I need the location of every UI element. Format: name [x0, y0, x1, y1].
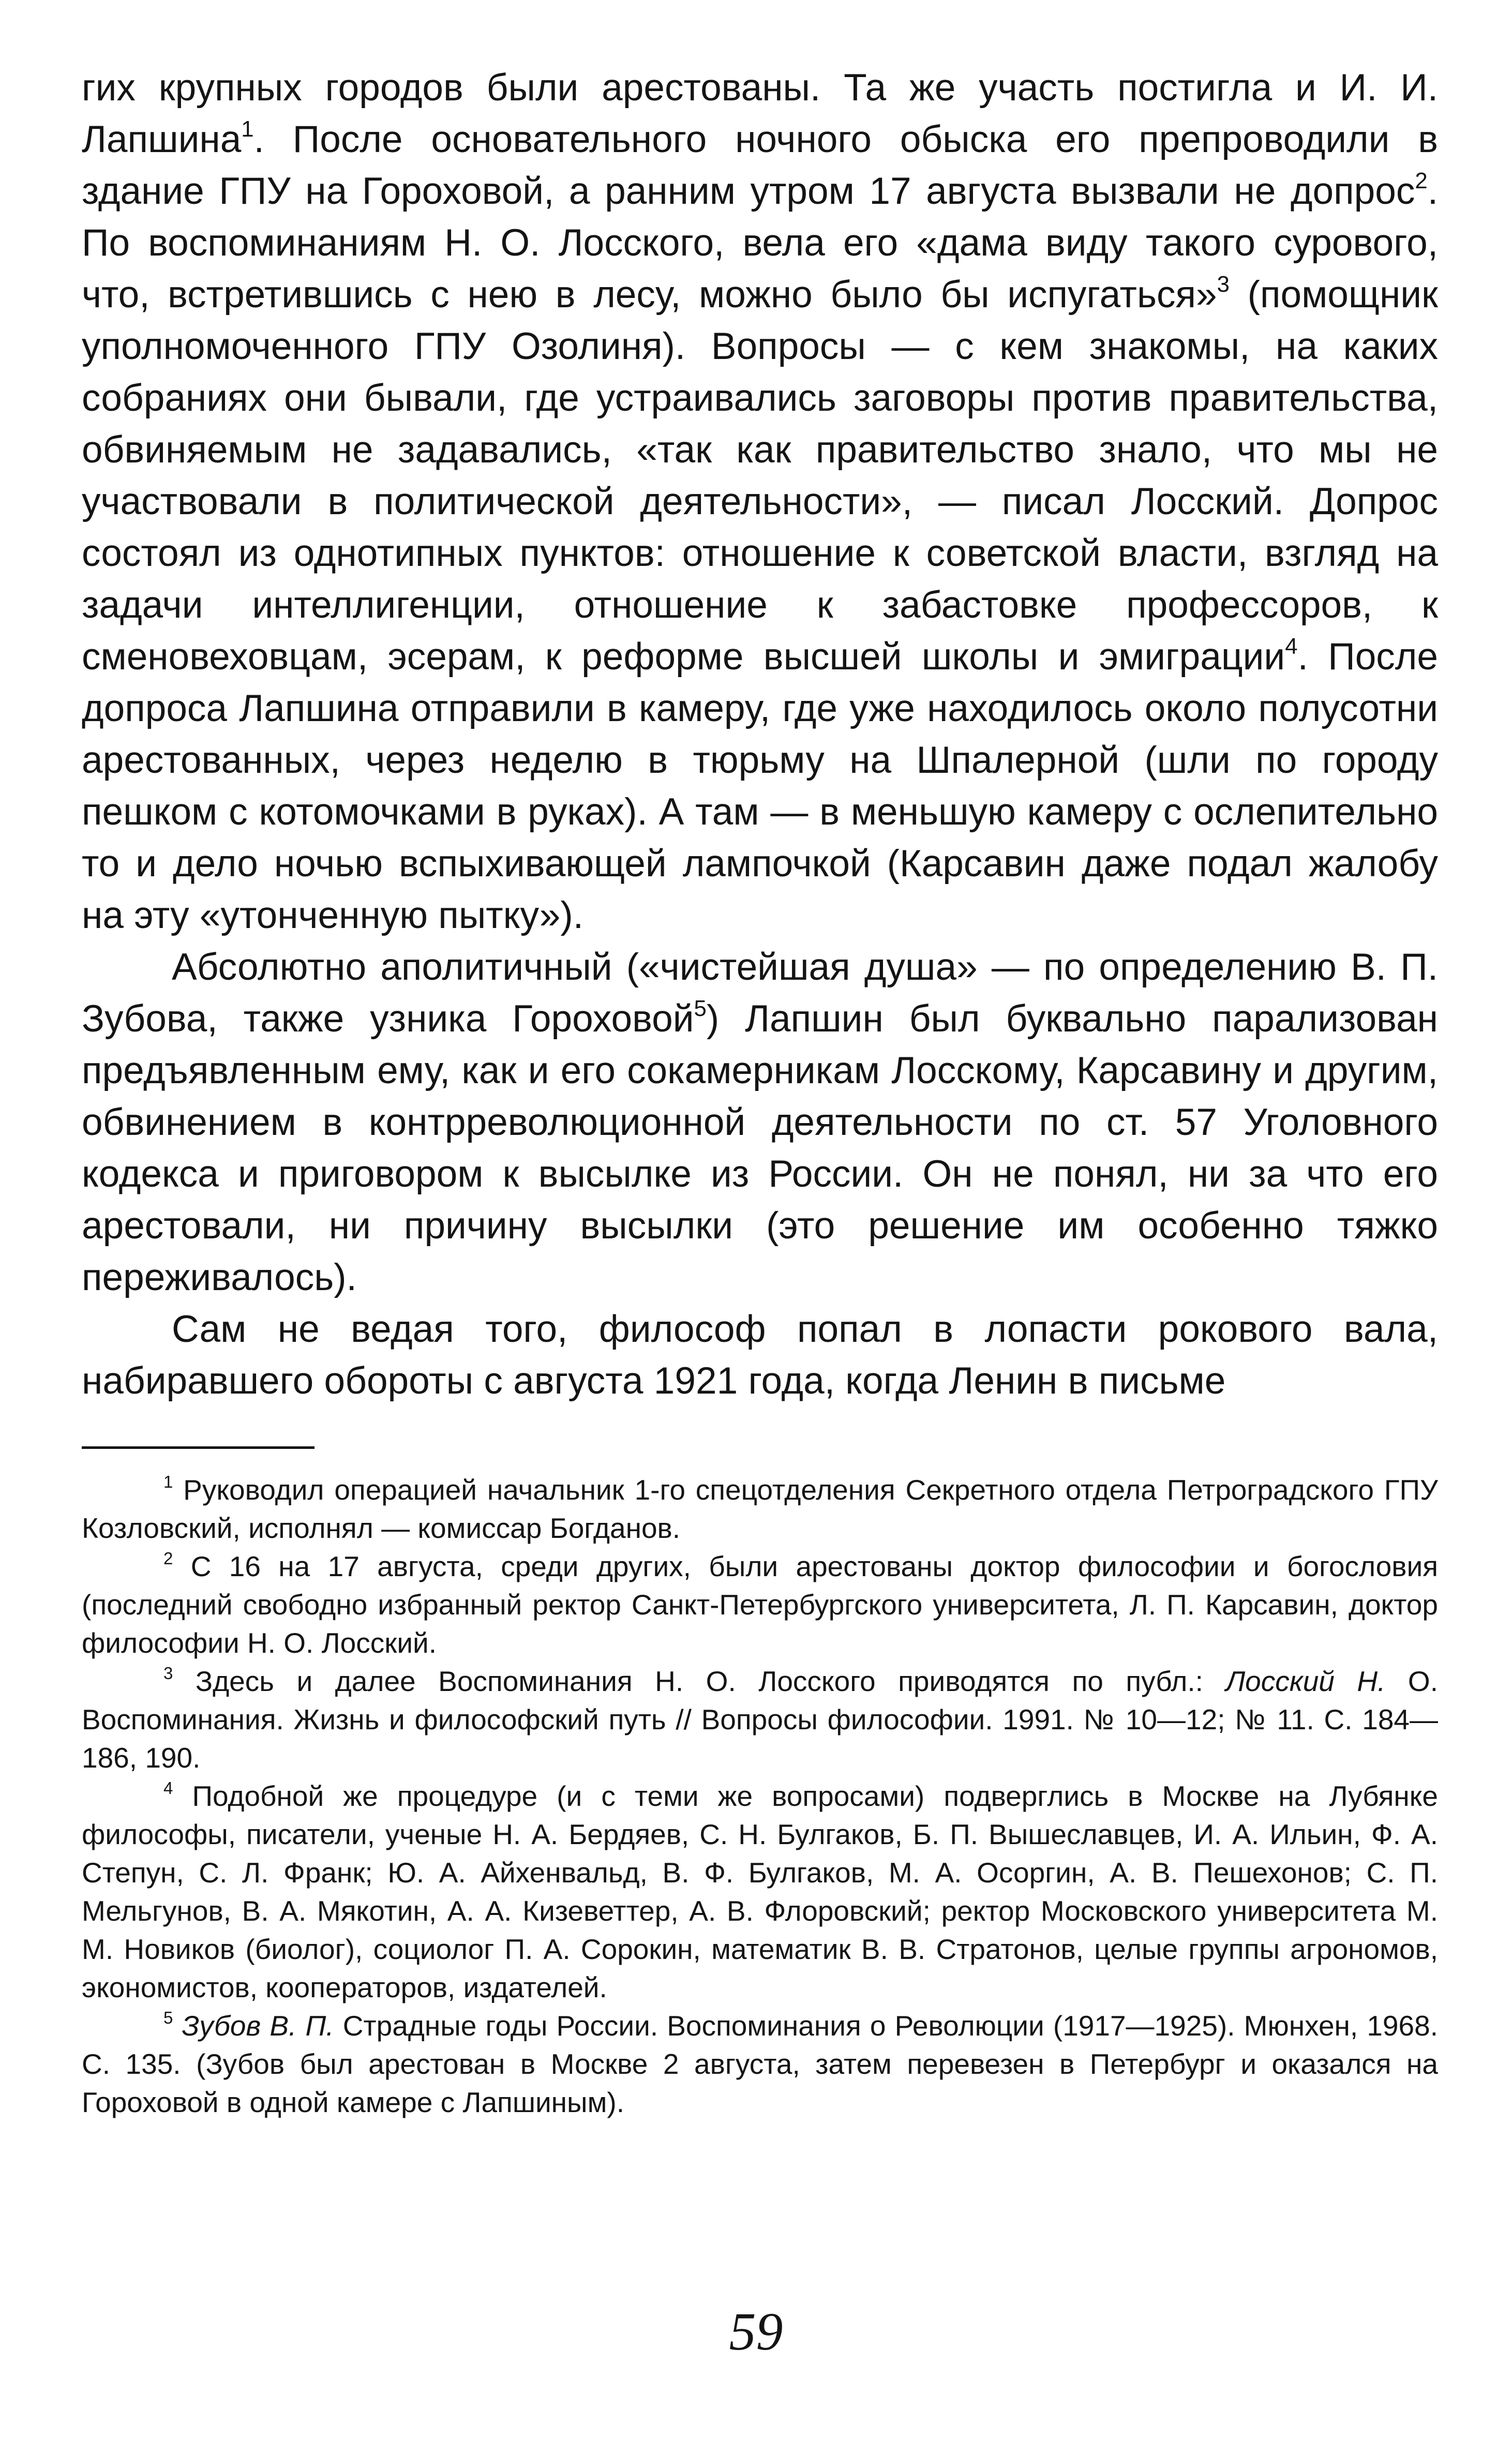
- body-paragraph: [82, 1304, 1438, 1407]
- footnote-marker: 2: [1415, 168, 1428, 194]
- footnote-marker: 4: [163, 1778, 173, 1798]
- footnote-marker: 3: [1217, 272, 1230, 297]
- footnote-marker: 5: [694, 996, 707, 1022]
- text-run: Страдные годы России. Воспоминания о Революции (1917—1925). Мюнхен, 1968. С. 135. (Зубов был арестован в Москве 2 августа, затем перевезен в Петербург и оказался на Гороховой в одной камере с Лапшиным).: [82, 2010, 1438, 2118]
- body-paragraph: [82, 62, 1438, 941]
- footnote-marker: 4: [1285, 634, 1298, 660]
- body-paragraph: [82, 941, 1438, 1304]
- text-run: . После допроса Лапшина отправили в камеру, где уже находилось около полусотни арестованных, через неделю в тюрьму на Шпалерной (шли по городу пешком с котомочками в руках). А там — в меньшую камеру с ослепительно то и дело ночью вспыхивающей лампочкой (Карсавин даже подал жалобу на эту «утонченную пытку»).: [82, 636, 1438, 936]
- text-run: Здесь и далее Воспоминания Н. О. Лосского приводятся по публ.:: [173, 1665, 1226, 1697]
- footnote-marker: 1: [241, 116, 254, 142]
- footnote: [82, 1662, 1438, 1777]
- footnote: [82, 1777, 1438, 2007]
- footnote-marker: 2: [163, 1549, 173, 1568]
- footnote: [82, 2007, 1438, 2121]
- text-run: . После основательного ночного обыска его препроводили в здание ГПУ на Гороховой, а ранним утром 17 августа вызвали не допрос: [82, 118, 1438, 212]
- footnote-marker: 1: [163, 1472, 173, 1492]
- text-run: Абсолютно аполитичный («чистейшая душа» — по определению В. П. Зубова, также узника Гороховой: [82, 946, 1438, 1040]
- italic-author: Зубов В. П.: [182, 2010, 334, 2042]
- text-run: С 16 на 17 августа, среди других, были арестованы доктор философии и богословия (последний свободно избранный ректор Санкт-Петербургского университета, Л. П. Карсавин, доктор философии Н. О. Лосский.: [82, 1550, 1438, 1659]
- book-page: [82, 62, 1438, 2121]
- page-number: 59: [729, 2302, 783, 2361]
- text-run: Подобной же процедуре (и с теми же вопросами) подверглись в Москве на Лубянке философы, писатели, ученые Н. А. Бердяев, С. Н. Булгаков, Б. П. Вышеславцев, И. А. Ильин, Ф. А. Степун, С. Л. Франк; Ю. А. Айхенвальд, В. Ф. Булгаков, М. А. Осоргин, А. В. Пешехонов; С. П. Мельгунов, В. А. Мякотин, А. А. Кизеветтер, А. В. Флоровский; ректор Московского университета М. М. Новиков (биолог), социолог П. А. Сорокин, математик В. В. Стратонов, целые группы агрономов, экономистов, кооператоров, издателей.: [82, 1780, 1438, 2003]
- text-run: Сам не ведая того, философ попал в лопасти рокового вала, набиравшего обороты с августа 1921 года, когда Ленин в письме: [82, 1308, 1438, 1402]
- text-run: О. Воспоминания. Жизнь и философский путь // Вопросы философии. 1991. № 10—12; № 11. С. 184—186, 190.: [82, 1665, 1438, 1774]
- footnote-separator: [82, 1446, 315, 1449]
- text-run: ) Лапшин был буквально парализован предъявленным ему, как и его сокамерникам Лосскому, Карсавину и другим, обвинением в контрреволюционной деятельности по ст. 57 Уголовного кодекса и приговором к высылке из России. Он не понял, ни за что его арестовали, ни причину высылки (это решение им особенно тяжко переживалось).: [82, 998, 1438, 1298]
- footnotes: [82, 1471, 1438, 2121]
- footnote-marker: 3: [163, 1664, 173, 1683]
- main-text: [82, 62, 1438, 1407]
- footnote: [82, 1547, 1438, 1662]
- text-run: . По воспоминаниям Н. О. Лосского, вела его «дама виду такого сурового, что, встретившись с нею в лесу, можно было бы испугаться»: [82, 170, 1438, 316]
- footnote-marker: 5: [163, 2008, 173, 2028]
- text-run: (помощник уполномоченного ГПУ Озолиня). Вопросы — с кем знакомы, на каких собраниях они бывали, где устраивались заговоры против правительства, обвиняемым не задавались, «так как правительство знало, что мы не участвовали в политической деятельности», — писал Лосский. Допрос состоял из однотипных пунктов: отношение к советской власти, взгляд на задачи интеллигенции, отношение к забастовке профессоров, к сменовеховцам, эсерам, к реформе высшей школы и эмиграции: [82, 274, 1438, 678]
- italic-author: Лосский Н.: [1225, 1665, 1386, 1697]
- text-run: [173, 2010, 182, 2042]
- text-run: гих крупных городов были арестованы. Та же участь постигла и И. И. Лапшина: [82, 67, 1438, 160]
- text-run: Руководил операцией начальник 1-го спецотделения Секретного отдела Петроградского ГПУ Козловский, исполнял — комиссар Богданов.: [82, 1474, 1438, 1544]
- footnote: [82, 1471, 1438, 1547]
